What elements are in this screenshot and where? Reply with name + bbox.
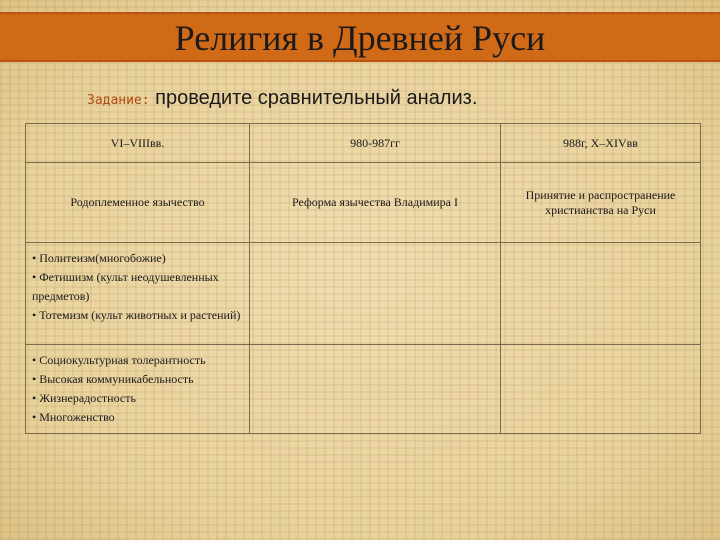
list-item: • Социокультурная толерантность [32, 353, 206, 367]
title-bar [0, 12, 720, 62]
task-text: проведите сравнительный анализ. [149, 87, 478, 109]
features-cell [26, 243, 250, 345]
empty-cell [501, 345, 701, 434]
list-item: • Жизнерадостность [32, 391, 136, 405]
empty-cell [250, 243, 501, 345]
row-title-cell: Родоплеменное язычество [26, 163, 250, 243]
list-item: • Высокая коммуникабельность [32, 372, 194, 386]
header-cell: 988г, X–XIVвв [501, 124, 701, 163]
header-cell: VI–VIIIвв. [26, 124, 250, 163]
title-row [26, 163, 701, 243]
header-cell: 980-987гг [250, 124, 501, 163]
row-title-cell: Принятие и распространение христианства на Руси [501, 163, 701, 243]
traits-cell [26, 345, 250, 434]
header-row [26, 124, 701, 163]
task-line [87, 87, 477, 110]
row-title-cell: Реформа язычества Владимира I [250, 163, 501, 243]
features-row [26, 243, 701, 345]
list-item: • Многоженство [32, 410, 115, 424]
slide-title: Религия в Древней Руси [174, 18, 546, 58]
empty-cell [250, 345, 501, 434]
list-item: • Тотемизм (культ животных и растений) [32, 308, 241, 322]
list-item: • Политеизм(многобожие) [32, 251, 166, 265]
traits-row [26, 345, 701, 434]
empty-cell [501, 243, 701, 345]
task-label: Задание: [87, 93, 150, 108]
list-item: • Фетишизм (культ неодушевленных предметов) [32, 270, 219, 303]
comparison-table [25, 123, 701, 434]
